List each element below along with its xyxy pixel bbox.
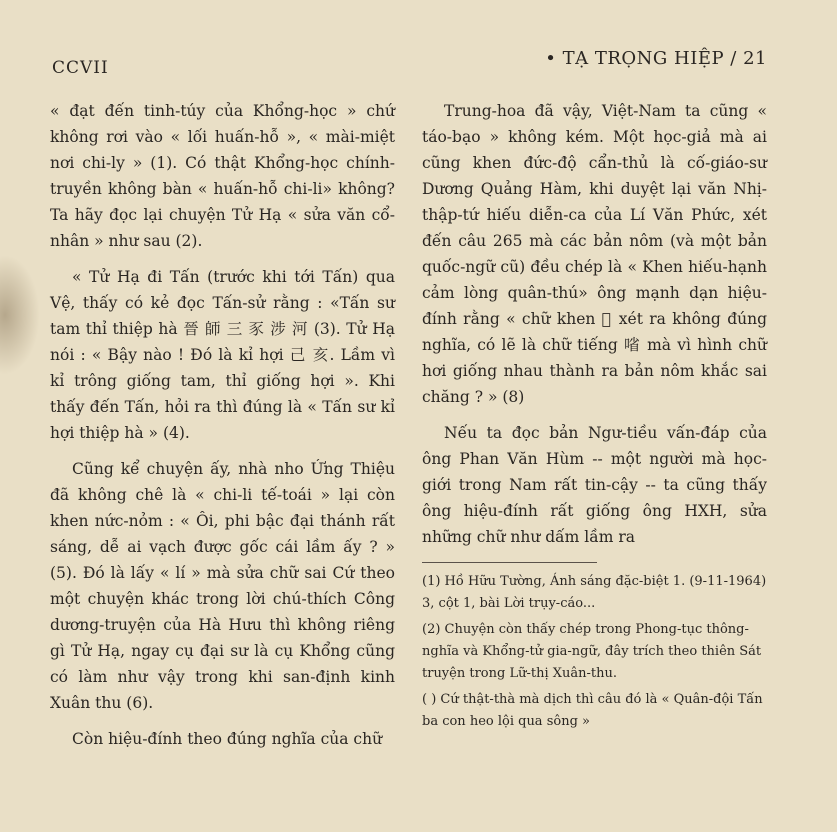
- running-header: • TẠ TRỌNG HIỆP / 21: [545, 48, 767, 69]
- right-column: [422, 98, 767, 737]
- paragraph: Nếu ta đọc bản Ngư-tiều vấn-đáp của ông Phan Văn Hùm -- một người mà học-giới trong Nam rất tin-cậy -- ta cũng thấy ông hiệu-đính rất giống ông HXH, sửa những chữ như dấm lầm ra: [422, 424, 767, 546]
- footnote: (1) Hồ Hữu Tường, Ánh sáng đặc-biệt 1. (9-11-1964) 3, cột 1, bài Lời trụy-cáo...: [422, 574, 767, 611]
- page-stain: [0, 255, 40, 375]
- left-column: [50, 98, 395, 762]
- footnote-divider: [422, 562, 597, 563]
- paragraph: Cũng kể chuyện ấy, nhà nho Ứng Thiệu đã không chê là « chi-li tế-toái » lại còn khen nức-nỏm : « Ôi, phi bậc đại thánh rất sáng, dễ ai vạch được gốc cái lầm ấy ? » (5). Đó là lấy « lí » mà sửa chữ sai Cứ theo một chuyện khác trong lời chú-thích Công dương-truyện của Hà Hưu thì không riêng gì Tử Hạ, ngay cụ đại sư là cụ Khổng cũng có làm như vậy trong khi san-định kinh Xuân thu (6).: [50, 460, 395, 712]
- footnotes: [422, 571, 767, 733]
- page-number: CCVII: [52, 58, 109, 78]
- paragraph: Còn hiệu-đính theo đúng nghĩa của chữ: [72, 730, 383, 748]
- paragraph: « đạt đến tinh-túy của Khổng-học » chứ không rơi vào « lối huấn-hỗ », « mài-miệt nơi chi-ly » (1). Có thật Khổng-học chính-truyền không bàn « huấn-hỗ chi-li» không? Ta hãy đọc lại chuyện Tử Hạ « sửa văn cổ-nhân » như sau (2).: [50, 102, 395, 250]
- paragraph: « Tử Hạ đi Tấn (trước khi tới Tấn) qua Vệ, thấy có kẻ đọc Tấn-sử rằng : «Tấn sư tam thỉ thiệp hà 晉 師 三 豕 涉 河 (3). Tử Hạ nói : « Bậy nào ! Đó là kỉ hợi 己 亥. Lầm vì kỉ trông giống tam, thỉ giống hợi ». Khi thấy đến Tấn, hỏi ra thì đúng là « Tấn sư kỉ hợi thiệp hà » (4).: [50, 268, 395, 442]
- paragraph: Trung-hoa đã vậy, Việt-Nam ta cũng « táo-bạo » không kém. Một học-giả mà ai cũng khen đức-độ cẩn-thủ là cố-giáo-sư Dương Quảng Hàm, khi duyệt lại văn Nhị-thập-tứ hiếu diễn-ca của Lí Văn Phức, xét đến câu 265 mà các bản nôm (và một bản quốc-ngữ cũ) đều chép là « Khen hiếu-hạnh cảm lòng quân-thú» ông mạnh dạn hiệu-đính rằng « chữ khen 𠸦 xét ra không đúng nghĩa, có lẽ là chữ tiếng 㗂 mà vì hình chữ hơi giống nhau thành ra bản nôm khắc sai chăng ? » (8): [422, 102, 767, 406]
- footnote: (2) Chuyện còn thấy chép trong Phong-tục thông-nghĩa và Khổng-tử gia-ngữ, đây trích theo thiên Sát truyện trong Lữ-thị Xuân-thu.: [422, 622, 762, 681]
- footnote: ( ) Cứ thật-thà mà dịch thì câu đó là « Quân-đội Tấn ba con heo lội qua sông »: [422, 692, 763, 729]
